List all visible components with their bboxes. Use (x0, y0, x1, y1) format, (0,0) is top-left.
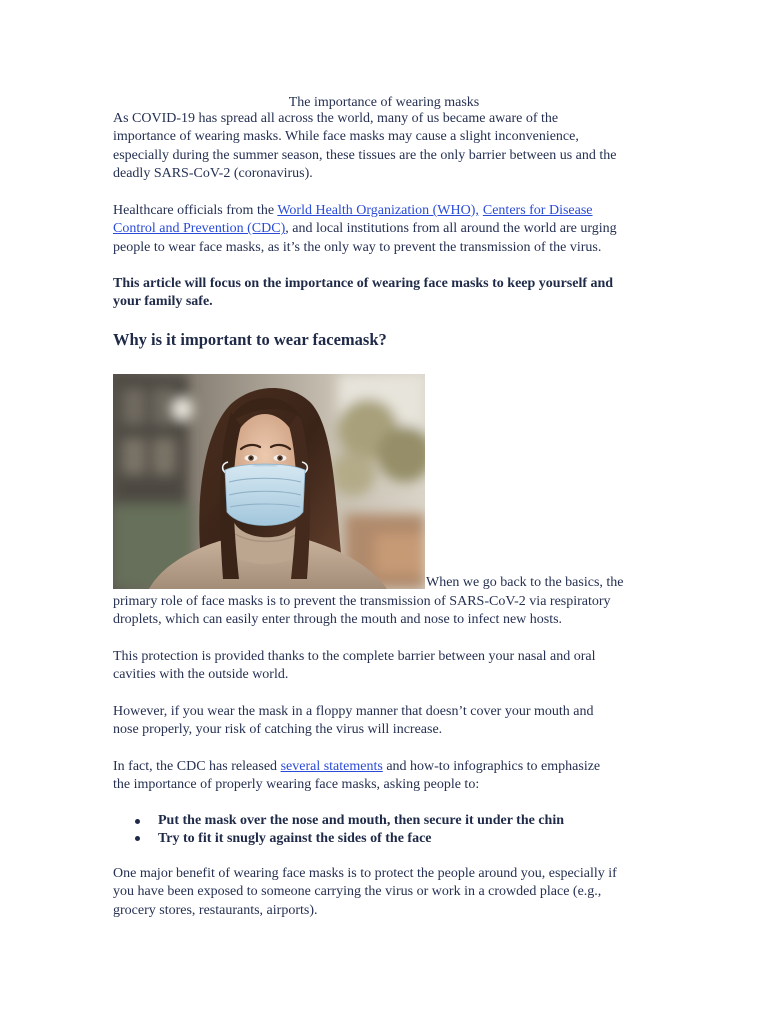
protection-paragraph (113, 648, 595, 685)
cdc-link-continued[interactable]: Control and Prevention (CDC) (113, 221, 286, 237)
photo-illustration (113, 374, 425, 589)
officials-suffix: , and local institutions from all around the world are urging (285, 221, 617, 237)
list-item (113, 812, 564, 830)
basics-line: primary role of face masks is to prevent the transmission of SARS-CoV-2 via respiratory (113, 594, 611, 609)
who-link[interactable]: World Health Organization (WHO), (277, 203, 479, 218)
list-item (113, 830, 564, 848)
focus-line: your family safe. (113, 294, 213, 310)
intro-line: deadly SARS-CoV-2 (coronavirus). (113, 165, 313, 181)
protection-line: cavities with the outside world. (113, 667, 289, 683)
cdc-line: the importance of properly wearing face masks, asking people to: (113, 777, 480, 793)
basics-line: droplets, which can easily enter through the mouth and nose to infect new hosts. (113, 612, 563, 628)
officials-line: people to wear face masks, as it’s the only way to prevent the transmission of the virus. (113, 239, 602, 255)
however-line: However, if you wear the mask in a floppy manner that doesn’t cover your mouth and (113, 704, 594, 719)
cdc-link[interactable]: Centers for Disease (482, 203, 593, 218)
tip-text: Put the mask over the nose and mouth, then secure it under the chin (158, 813, 565, 828)
intro-paragraph (113, 110, 616, 183)
tip-text: Try to fit it snugly against the sides of the face (158, 830, 432, 846)
benefit-line: you have been exposed to someone carrying the virus or work in a crowded place (e.g., (113, 884, 602, 900)
officials-paragraph (113, 202, 617, 257)
officials-prefix: Healthcare officials from the (113, 203, 278, 218)
officials-line (113, 220, 617, 238)
intro-line: importance of wearing masks. While face masks may cause a slight inconvenience, (113, 129, 579, 145)
cdc-paragraph (113, 758, 600, 795)
however-line: nose properly, your risk of catching the virus will increase. (113, 722, 443, 738)
several-statements-link[interactable]: several statements (280, 759, 383, 774)
benefit-paragraph (113, 865, 617, 920)
cdc-suffix: and how-to infographics to emphasize (382, 759, 601, 774)
benefit-line: grocery stores, restaurants, airports). (113, 902, 318, 918)
focus-paragraph (113, 275, 613, 312)
bullet-icon (135, 819, 140, 824)
however-paragraph (113, 703, 594, 740)
focus-line: This article will focus on the importance of wearing face masks to keep yourself and (113, 276, 614, 291)
photo-woman-wearing-face-mask (113, 374, 425, 589)
bullet-icon (135, 836, 140, 841)
section-heading: Why is it important to wear facemask? (113, 330, 387, 349)
basics-paragraph (113, 593, 611, 630)
tips-list (113, 812, 564, 848)
intro-line: As COVID-19 has spread all across the world, many of us became aware of the (113, 111, 559, 126)
basics-first-line: When we go back to the basics, the (426, 575, 624, 590)
cdc-line (113, 758, 600, 776)
protection-line: This protection is provided thanks to the complete barrier between your nasal and oral (113, 649, 596, 664)
officials-line (113, 202, 617, 220)
document-title: The importance of wearing masks (288, 95, 480, 110)
cdc-prefix: In fact, the CDC has released (113, 759, 281, 774)
intro-line: especially during the summer season, these tissues are the only barrier between us and the (113, 147, 617, 163)
benefit-line: One major benefit of wearing face masks is to protect the people around you, especially if (113, 866, 617, 881)
